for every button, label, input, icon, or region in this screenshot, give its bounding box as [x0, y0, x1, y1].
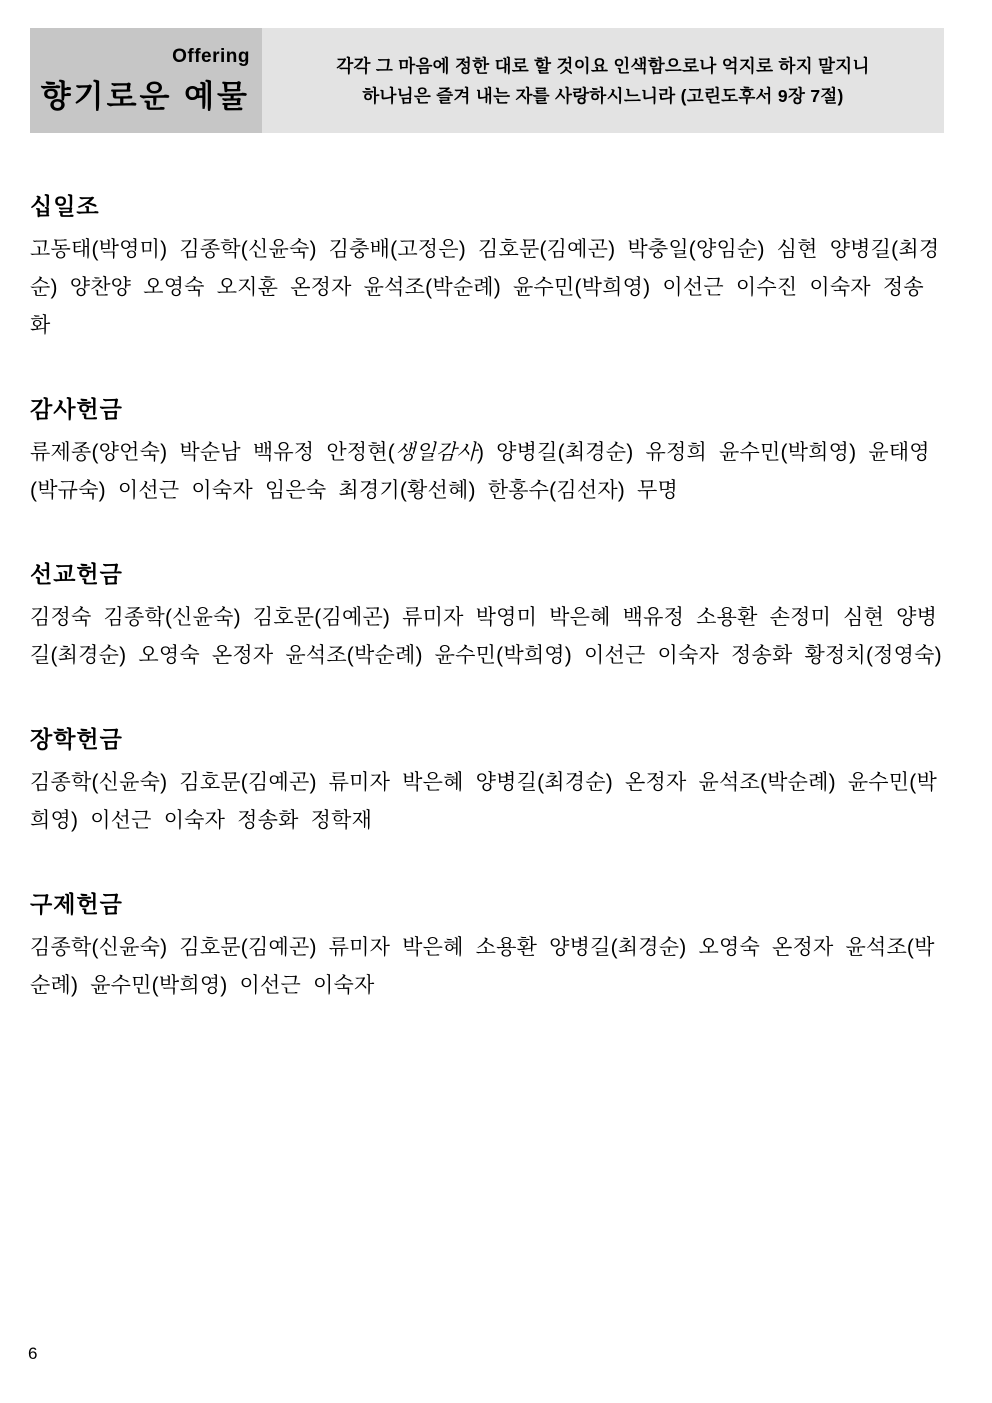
section-heading: 선교헌금	[30, 561, 123, 587]
names-text: ) 양병길(최경순) 유정희 윤수민(박희영) 윤태영(박규숙) 이선근 이숙자 임은숙 최경기(황선혜) 한홍수(김선자) 무명	[30, 441, 930, 502]
verse-box	[262, 28, 944, 133]
section-names	[30, 764, 944, 840]
names-italic-note: 생일감사	[394, 441, 477, 464]
section-heading: 감사헌금	[30, 396, 123, 422]
names-text: 김정숙 김종학(신윤숙) 김호문(김예곤) 류미자 박영미 박은혜 백유정 소용환 손정미 심현 양병길(최경순) 오영숙 온정자 윤석조(박순례) 윤수민(박희영) 이선근 이숙자 정송화 황정치(정영숙)	[30, 606, 942, 667]
names-text: 김종학(신윤숙) 김호문(김예곤) 류미자 박은혜 소용환 양병길(최경순) 오영숙 온정자 윤석조(박순례) 윤수민(박희영) 이선근 이숙자	[30, 936, 935, 997]
names-text: 김종학(신윤숙) 김호문(김예곤) 류미자 박은혜 양병길(최경순) 온정자 윤석조(박순례) 윤수민(박희영) 이선근 이숙자 정송화 정학재	[30, 771, 937, 832]
section-heading: 십일조	[30, 193, 100, 219]
verse-text-line1: 각각 그 마음에 정한 대로 할 것이요 인색함으로나 억지로 하지 말지니	[336, 55, 870, 76]
section-names	[30, 434, 944, 510]
names-text: 고동태(박영미) 김종학(신윤숙) 김충배(고정은) 김호문(김예곤) 박충일(양임순) 심현 양병길(최경순) 양찬양 오영숙 오지훈 온정자 윤석조(박순례) 윤수민(박희영) 이선근 이수진 이숙자 정송화	[30, 238, 940, 337]
page-number: 6	[28, 1344, 38, 1363]
section-names	[30, 599, 944, 675]
offering-title-box	[30, 28, 262, 133]
offering-sections	[30, 188, 944, 1005]
section-names	[30, 231, 944, 345]
page-title: 향기로운 예물	[40, 78, 250, 114]
offering-header	[30, 28, 944, 133]
section-names	[30, 929, 944, 1005]
section-heading: 구제헌금	[30, 891, 123, 917]
names-text: 류제종(양언숙) 박순남 백유정 안정현(	[30, 441, 395, 464]
verse-text-line2: 하나님은 즐겨 내는 자를 사랑하시느니라 (고린도후서 9장 7절)	[362, 85, 844, 106]
section-heading: 장학헌금	[30, 726, 123, 752]
offering-english-label: Offering	[172, 45, 250, 67]
